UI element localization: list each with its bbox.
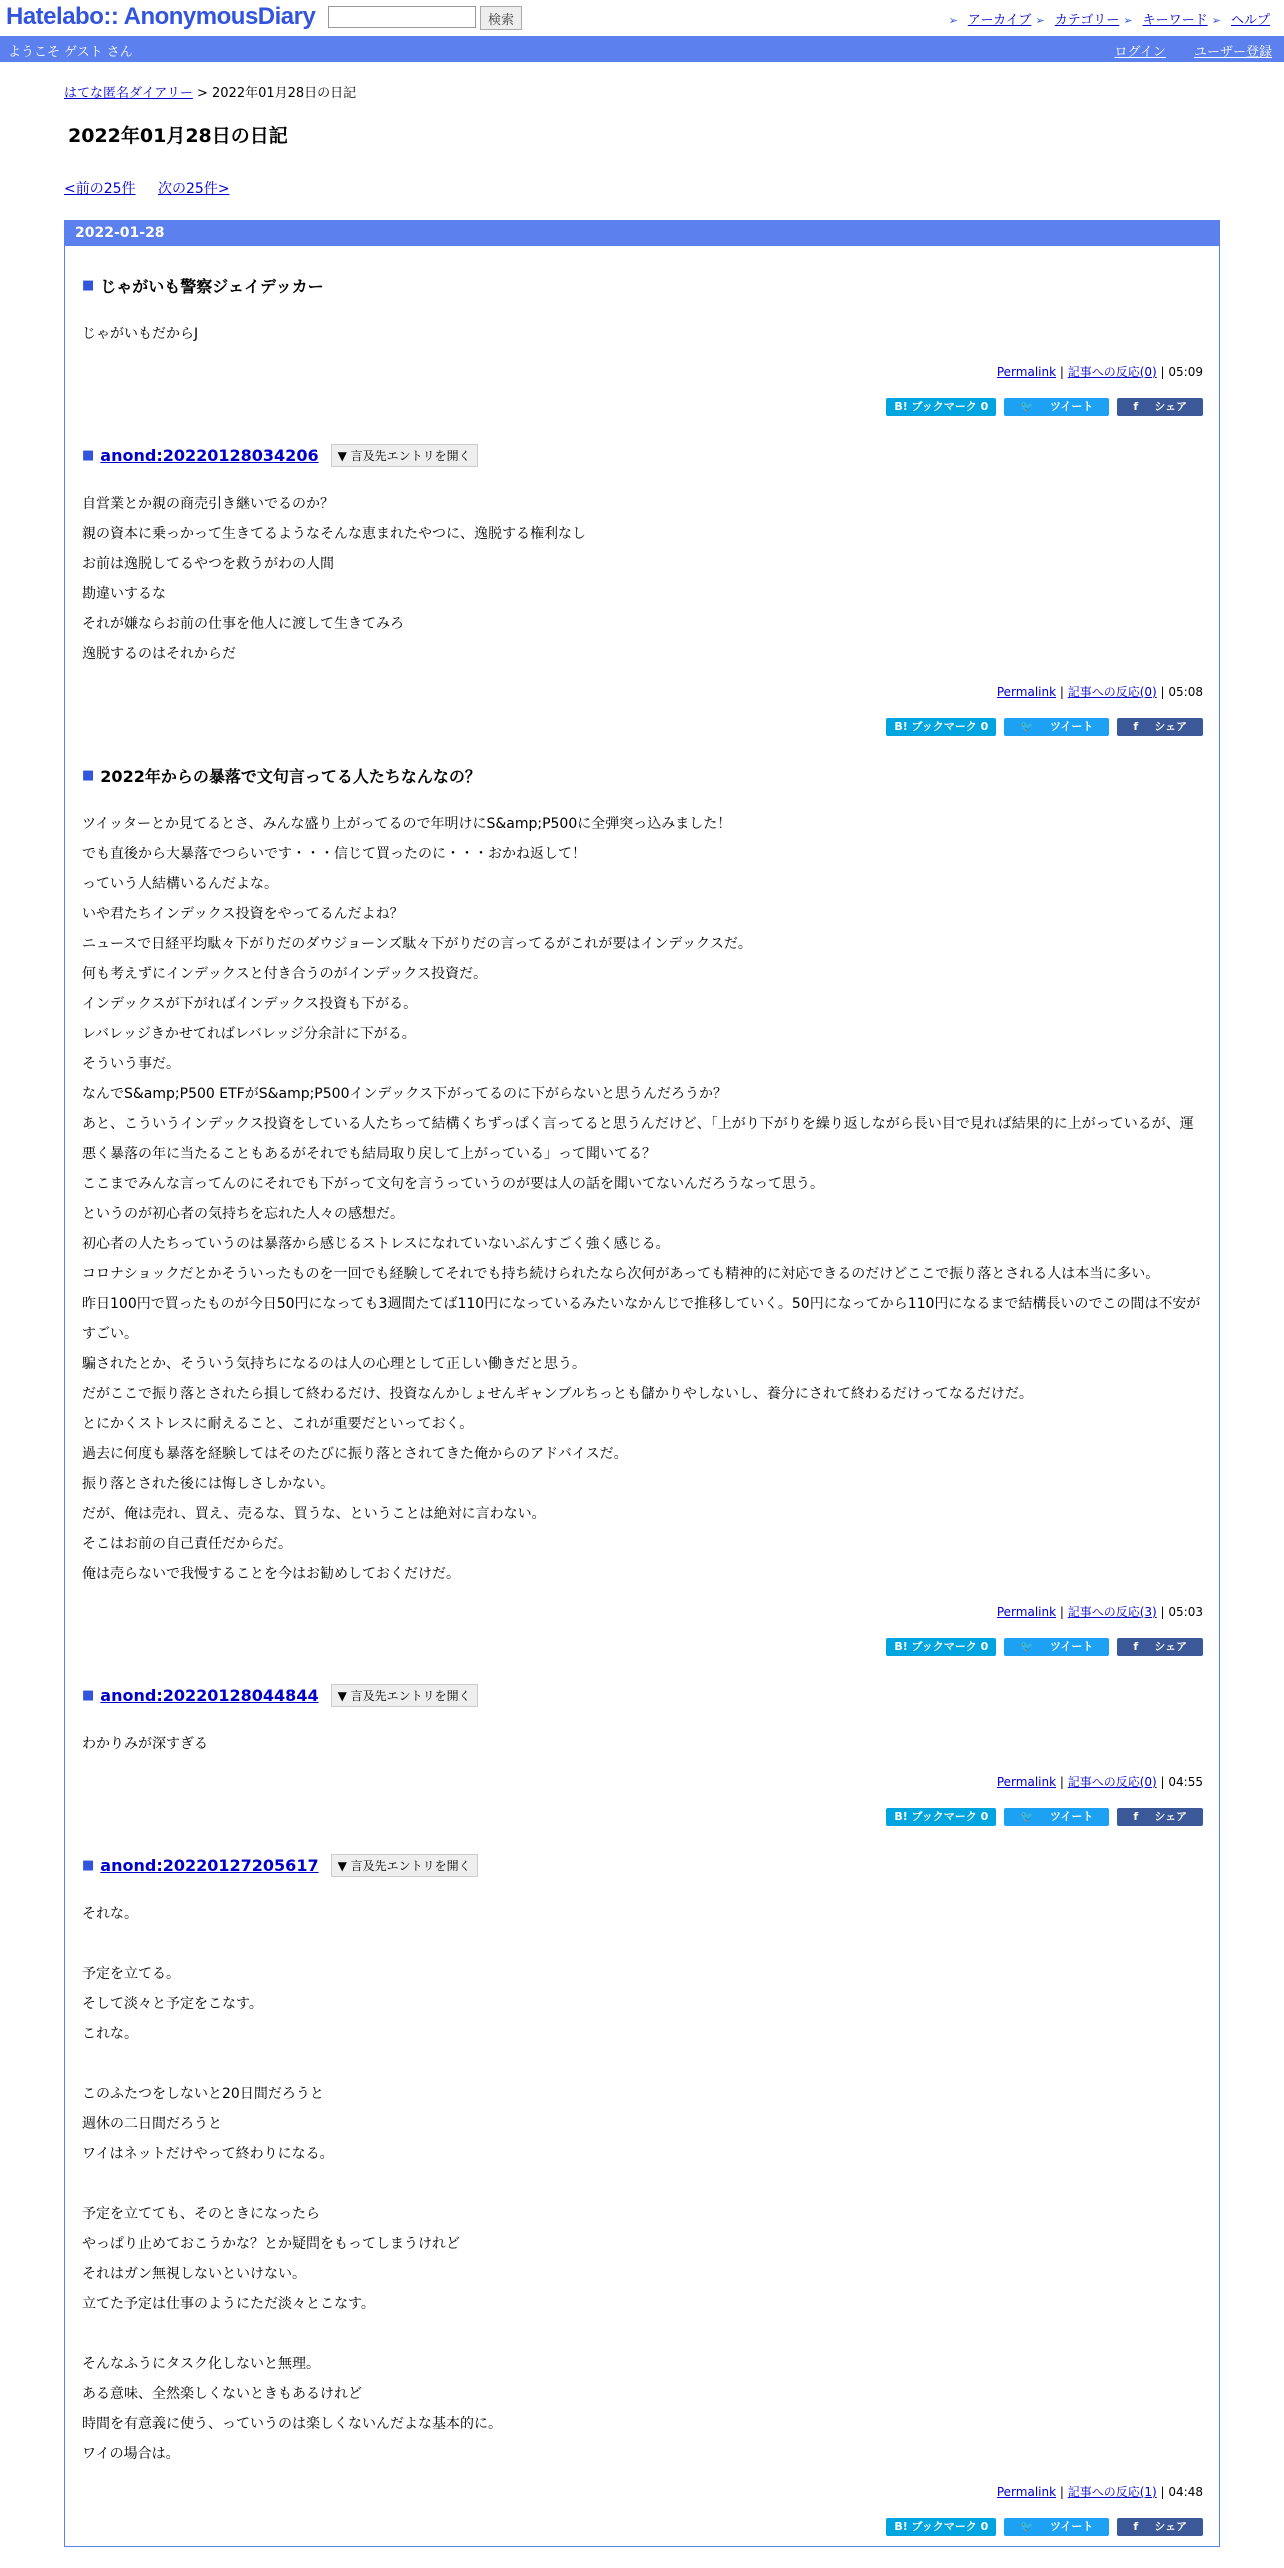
entry-line: そこはお前の自己責任だからだ。 <box>82 1536 292 1552</box>
open-referenced-entry-button[interactable]: ▼ 言及先エントリを開く <box>331 1854 478 1877</box>
entry-line: 親の資本に乗っかって生きてるようなそんな恵まれたやつに、逸脱する権利なし <box>82 526 586 542</box>
entry-title-link[interactable]: anond:20220127205617 <box>100 1856 319 1875</box>
hatena-bookmark-button[interactable]: B! ブックマーク 0 <box>886 1808 996 1826</box>
entry-title-row <box>82 1684 1203 1707</box>
entry-line: それが嫌ならお前の仕事を他人に渡して生きてみろ <box>82 616 404 632</box>
entry-line: 週休の二日間だろうと <box>82 2116 222 2132</box>
entry-line: お前は逸脱してるやつを救うがわの人間 <box>82 556 334 572</box>
twitter-bird-icon: 🐦 <box>1020 1640 1034 1653</box>
entry-line: 自営業とか親の商売引き継いでるのか？ <box>82 496 334 512</box>
entry-line: 予定を立てる。 <box>82 1966 180 1982</box>
square-bullet-icon: ■ <box>82 1688 95 1703</box>
entry-line: あと、こういうインデックス投資をしている人たちって結構くちずっぱく言ってると思うんだけど、「上がり下がりを繰り返しながら長い目で見れば結果的に上がっているが、運悪く暴落の年に当たることもあるがそれでも結局取り戻して上がっている」って聞いてる？ <box>82 1116 1194 1162</box>
hatena-bookmark-button[interactable]: B! ブックマーク 0 <box>886 1638 996 1656</box>
square-bullet-icon: ■ <box>82 448 95 463</box>
entry-line: 勘違いするな <box>82 586 166 602</box>
entry-time: 04:48 <box>1168 2485 1203 2499</box>
tweet-button[interactable] <box>1004 398 1109 416</box>
welcome-text: ようこそ ゲスト さん <box>8 45 133 60</box>
entry-meta: Permalink | 記事への反応(1) | 04:48 <box>996 2485 1203 2499</box>
day-section <box>64 220 1220 2547</box>
diary-entry <box>65 274 1219 416</box>
twitter-bird-icon: 🐦 <box>1020 2520 1034 2533</box>
share-label: シェア <box>1154 720 1187 733</box>
reactions-count: (3) <box>1139 1605 1157 1619</box>
entry-line: だが、俺は売れ、買え、売るな、買うな、ということは絶対に言わない。 <box>82 1506 546 1522</box>
permalink-link[interactable]: Permalink <box>996 685 1057 699</box>
facebook-icon: f <box>1133 720 1139 733</box>
hatena-bookmark-button[interactable]: B! ブックマーク 0 <box>886 2518 996 2536</box>
entry-title-link[interactable]: anond:20220128044844 <box>100 1686 319 1705</box>
entry-line: それはガン無視しないといけない。 <box>82 2266 306 2282</box>
tweet-label: ツイート <box>1049 400 1094 413</box>
entry-line: わかりみが深すぎる <box>82 1736 208 1752</box>
entry-line: 俺は売らないで我慢することを今はお勧めしておくだけだ。 <box>82 1566 460 1582</box>
entry-time: 04:55 <box>1168 1775 1203 1789</box>
entry-line: とにかくストレスに耐えること、これが重要だといっておく。 <box>82 1416 474 1432</box>
entry-line: 初心者の人たちっていうのは暴落から感じるストレスになれていないぶんすごく強く感じる。 <box>82 1236 670 1252</box>
hatena-bookmark-button[interactable]: B! ブックマーク 0 <box>886 718 996 736</box>
entry-line: ある意味、全然楽しくないときもあるけれど <box>82 2386 362 2402</box>
breadcrumb-home-link[interactable]: はてな匿名ダイアリー <box>64 86 193 101</box>
reactions-count: (0) <box>1139 1775 1157 1789</box>
entry-body <box>82 489 1203 669</box>
entry-line: やっぱり止めておこうかな？とか疑問をもってしまうけれど <box>82 2236 460 2252</box>
day-header[interactable]: 2022-01-28 <box>65 220 1219 246</box>
entry-line: 予定を立てても、そのときになったら <box>82 2206 320 2222</box>
diary-entry <box>65 1854 1219 2536</box>
entry-line: ツイッターとか見てるとさ、みんな盛り上がってるので年明けにS&amp;P500に全弾突っ込みました！ <box>82 816 732 832</box>
entry-line: ワイはネットだけやって終わりになる。 <box>82 2146 334 2162</box>
entry-line: レバレッジきかせてればレバレッジ分余計に下がる。 <box>82 1026 416 1042</box>
entry-line: これな。 <box>82 2026 138 2042</box>
reactions-count: (1) <box>1139 2485 1157 2499</box>
twitter-bird-icon: 🐦 <box>1020 400 1034 413</box>
reactions-link[interactable] <box>1068 1775 1157 1789</box>
next-page-link[interactable]: 次の25件> <box>158 181 230 197</box>
entry-meta: Permalink | 記事への反応(0) | 05:08 <box>996 685 1203 699</box>
top-nav <box>949 9 1270 28</box>
hatena-bookmark-button[interactable]: B! ブックマーク 0 <box>886 398 996 416</box>
nav-archive-link[interactable]: アーカイブ <box>967 13 1032 28</box>
entry-meta: Permalink | 記事への反応(0) | 05:09 <box>996 365 1203 379</box>
permalink-link[interactable]: Permalink <box>996 365 1057 379</box>
entry-line: 時間を有意義に使う、っていうのは楽しくないんだよな基本的に。 <box>82 2416 502 2432</box>
entry-line: でも直後から大暴落でつらいです・・・信じて買ったのに・・・おかね返して！ <box>82 846 586 862</box>
entry-title-row <box>82 1854 1203 1877</box>
reactions-label: 記事への反応 <box>1067 1605 1140 1619</box>
arrow-icon: ➢ <box>948 14 958 27</box>
entry-line <box>82 2319 1203 2349</box>
reactions-count: (0) <box>1139 365 1157 379</box>
entry-line: 昨日100円で買ったものが今日50円になっても3週間たてば110円になっているみたいなかんじで推移していく。50円になってから110円になるまで結構長いのでこの間は不安がすごい。 <box>82 1296 1201 1342</box>
reactions-link[interactable] <box>1068 365 1157 379</box>
permalink-link[interactable]: Permalink <box>996 2485 1057 2499</box>
entry-meta: Permalink | 記事への反応(0) | 04:55 <box>996 1775 1203 1789</box>
entry-line: 騙されたとか、そういう気持ちになるのは人の心理として正しい働きだと思う。 <box>82 1356 586 1372</box>
nav-category-link[interactable]: カテゴリー <box>1054 13 1120 28</box>
entry-line: 立てた予定は仕事のようにただ淡々とこなす。 <box>82 2296 375 2312</box>
entry-title[interactable]: 2022年からの暴落で文句言ってる人たちなんなの？ <box>100 767 481 786</box>
square-bullet-icon: ■ <box>82 768 95 783</box>
entry-title-row <box>82 444 1203 467</box>
share-label: シェア <box>1154 1640 1187 1653</box>
tweet-button[interactable] <box>1004 718 1109 736</box>
entry-line <box>82 2049 1203 2079</box>
entry-line: 逸脱するのはそれからだ <box>82 646 236 662</box>
breadcrumb-current: 2022年01月28日の日記 <box>212 86 357 101</box>
share-buttons <box>82 1808 1203 1826</box>
register-link[interactable]: ユーザー登録 <box>1193 45 1272 60</box>
entry-time: 05:08 <box>1168 685 1203 699</box>
entry-line: そういう事だ。 <box>82 1056 180 1072</box>
site-header <box>0 0 1284 36</box>
pager <box>64 178 1220 198</box>
entry-body <box>82 319 1203 349</box>
login-link[interactable]: ログイン <box>1114 45 1166 60</box>
entry-title-row <box>82 274 1203 297</box>
breadcrumb <box>64 62 1220 101</box>
share-buttons <box>82 2518 1203 2536</box>
entry-title-link[interactable]: anond:20220128034206 <box>100 446 319 465</box>
nav-help-link[interactable]: ヘルプ <box>1230 13 1270 28</box>
diary-entry <box>65 444 1219 736</box>
entry-meta: Permalink | 記事への反応(3) | 05:03 <box>996 1605 1203 1619</box>
share-buttons <box>82 398 1203 416</box>
entry-line: ワイの場合は。 <box>82 2446 180 2462</box>
tweet-label: ツイート <box>1049 1810 1094 1823</box>
facebook-icon: f <box>1133 1810 1139 1823</box>
entry-line: じゃがいもだからJ <box>82 326 199 342</box>
facebook-share-button[interactable] <box>1117 718 1203 736</box>
open-referenced-entry-button[interactable]: ▼ 言及先エントリを開く <box>331 444 478 467</box>
permalink-link[interactable]: Permalink <box>996 1605 1057 1619</box>
reactions-link[interactable] <box>1068 685 1157 699</box>
entry-body <box>82 1729 1203 1759</box>
diary-entry <box>65 764 1219 1656</box>
reactions-label: 記事への反応 <box>1067 365 1140 379</box>
twitter-bird-icon: 🐦 <box>1020 1810 1034 1823</box>
reactions-count: (0) <box>1139 685 1157 699</box>
main-content <box>64 62 1220 2547</box>
entry-body <box>82 809 1203 1589</box>
site-logo[interactable]: Hatelabo:: AnonymousDiary <box>6 3 316 30</box>
reactions-label: 記事への反応 <box>1067 2485 1140 2499</box>
entry-time: 05:09 <box>1168 365 1203 379</box>
arrow-icon: ➢ <box>1123 14 1133 27</box>
entry-line: インデックスが下がればインデックス投資も下がる。 <box>82 996 418 1012</box>
facebook-share-button[interactable] <box>1117 1638 1203 1656</box>
entry-line: そして淡々と予定をこなす。 <box>82 1996 263 2012</box>
breadcrumb-separator: > <box>192 86 213 101</box>
facebook-share-button[interactable] <box>1117 1808 1203 1826</box>
reactions-link[interactable] <box>1068 1605 1157 1619</box>
twitter-bird-icon: 🐦 <box>1020 720 1034 733</box>
facebook-icon: f <box>1133 2520 1139 2533</box>
tweet-button[interactable] <box>1004 2518 1109 2536</box>
entry-line: それな。 <box>82 1906 138 1922</box>
tweet-label: ツイート <box>1049 2520 1094 2533</box>
facebook-icon: f <box>1133 400 1139 413</box>
share-buttons <box>82 1638 1203 1656</box>
entry-line <box>82 1929 1203 1959</box>
entry-line: ニュースで日経平均駄々下がりだのダウジョーンズ駄々下がりだの言ってるがこれが要はインデックスだ。 <box>82 936 752 952</box>
open-referenced-entry-button[interactable]: ▼ 言及先エントリを開く <box>331 1684 478 1707</box>
facebook-share-button[interactable] <box>1117 2518 1203 2536</box>
diary-entry <box>65 1684 1219 1826</box>
square-bullet-icon: ■ <box>82 278 95 293</box>
entry-body <box>82 1899 1203 2469</box>
entry-line: コロナショックだとかそういったものを一回でも経験してそれでも持ち続けられたなら次何があっても精神的に対応できるのだけどここで振り落とされる人は本当に多い。 <box>82 1266 1160 1282</box>
entry-line: 過去に何度も暴落を経験してはそのたびに振り落とされてきた俺からのアドバイスだ。 <box>82 1446 628 1462</box>
entry-line <box>82 2169 1203 2199</box>
entry-line: いや君たちインデックス投資をやってるんだよね？ <box>82 906 404 922</box>
entry-line: ここまでみんな言ってんのにそれでも下がって文句を言うっていうのが要は人の話を聞いてないんだろうなって思う。 <box>82 1176 824 1192</box>
tweet-label: ツイート <box>1049 720 1094 733</box>
entry-title-row <box>82 764 1203 787</box>
nav-keyword-link[interactable]: キーワード <box>1142 13 1208 28</box>
share-label: シェア <box>1154 1810 1187 1823</box>
reactions-link[interactable] <box>1068 2485 1157 2499</box>
entry-line: 振り落とされた後には悔しさしかない。 <box>82 1476 334 1492</box>
reactions-label: 記事への反応 <box>1067 1775 1140 1789</box>
tweet-button[interactable] <box>1004 1808 1109 1826</box>
entry-line: そんなふうにタスク化しないと無理。 <box>82 2356 320 2372</box>
entry-line: なんでS&amp;P500 ETFがS&amp;P500インデックス下がってるのに下がらないと思うんだろうか？ <box>82 1086 728 1102</box>
arrow-icon: ➢ <box>1211 14 1221 27</box>
arrow-icon: ➢ <box>1035 14 1045 27</box>
entry-line: というのが初心者の気持ちを忘れた人々の感想だ。 <box>82 1206 404 1222</box>
facebook-icon: f <box>1133 1640 1139 1653</box>
entry-title[interactable]: じゃがいも警察ジェイデッカー <box>100 277 324 296</box>
facebook-share-button[interactable] <box>1117 398 1203 416</box>
search-input[interactable] <box>328 6 476 28</box>
entry-line: 何も考えずにインデックスと付き合うのがインデックス投資だ。 <box>82 966 488 982</box>
tweet-label: ツイート <box>1049 1640 1094 1653</box>
entry-line: っていう人結構いるんだよな。 <box>82 876 278 892</box>
prev-page-link[interactable]: <前の25件 <box>64 181 136 197</box>
reactions-label: 記事への反応 <box>1067 685 1140 699</box>
share-label: シェア <box>1154 2520 1187 2533</box>
page-title: 2022年01月28日の日記 <box>68 125 288 147</box>
square-bullet-icon: ■ <box>82 1858 95 1873</box>
entry-time: 05:03 <box>1168 1605 1203 1619</box>
tweet-button[interactable] <box>1004 1638 1109 1656</box>
share-buttons <box>82 718 1203 736</box>
entry-line: このふたつをしないと20日間だろうと <box>82 2086 324 2102</box>
entry-line: だがここで振り落とされたら損して終わるだけ、投資なんかしょせんギャンブルちっとも儲かりやしないし、養分にされて終わるだけってなるだけだ。 <box>82 1386 1033 1402</box>
permalink-link[interactable]: Permalink <box>996 1775 1057 1789</box>
share-label: シェア <box>1154 400 1187 413</box>
entry-list <box>65 274 1219 2536</box>
user-bar <box>0 36 1284 62</box>
search-button[interactable]: 検索 <box>480 6 522 30</box>
